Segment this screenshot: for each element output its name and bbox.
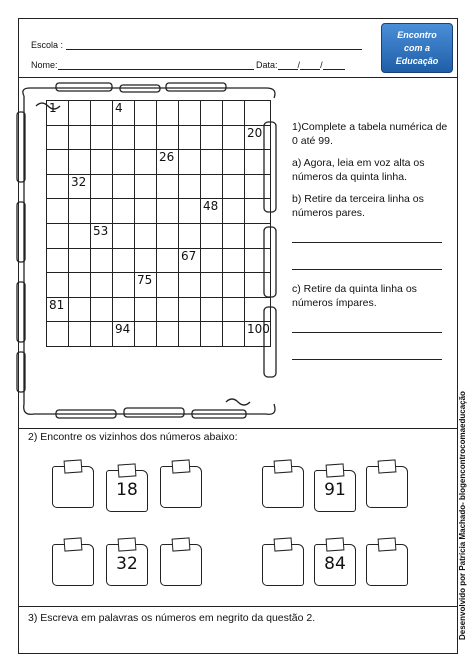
table-cell-empty[interactable] [47,273,69,298]
neighbor-box-empty[interactable] [366,544,408,586]
table-cell-empty[interactable] [91,101,113,126]
number-box [314,544,356,586]
date-separator: / [297,60,301,70]
table-row [47,174,271,199]
question-2-text: 2) Encontre os vizinhos dos números abaixo: [28,431,238,443]
author-credit: Desenvolvido por Patrícia Machado- blogencontrocomaeducação [458,391,467,640]
table-cell-empty[interactable] [113,273,135,298]
table-cell-filled: 32 [69,174,91,199]
table-cell-empty[interactable] [69,322,91,347]
table-cell-empty[interactable] [113,125,135,150]
table-row [47,322,271,347]
table-cell-empty[interactable] [91,248,113,273]
name-row [31,59,345,70]
table-cell-filled: 75 [135,273,157,298]
answer-line[interactable] [292,255,442,270]
table-cell-empty[interactable] [179,199,201,224]
table-cell-empty[interactable] [113,150,135,175]
header [19,19,457,78]
table-cell-empty[interactable] [201,297,223,322]
table-cell-empty[interactable] [223,322,245,347]
table-cell-empty[interactable] [91,273,113,298]
table-cell-empty[interactable] [245,199,271,224]
neighbor-box-empty[interactable] [366,466,408,508]
table-cell-empty[interactable] [201,248,223,273]
answer-line[interactable] [292,228,442,243]
table-cell-empty[interactable] [201,101,223,126]
table-cell-empty[interactable] [113,174,135,199]
table-cell-empty[interactable] [223,125,245,150]
date-label: Data: [256,60,278,70]
table-cell-empty[interactable] [157,101,179,126]
table-cell-empty[interactable] [201,322,223,347]
table-cell-filled: 100 [245,322,271,347]
table-cell-empty[interactable] [245,101,271,126]
table-cell-filled: 26 [157,150,179,175]
table-cell-empty[interactable] [179,297,201,322]
question-1b: b) Retire da terceira linha os números pares. [292,193,424,219]
name-label: Nome: [31,60,58,70]
table-cell-filled: 4 [113,101,135,126]
table-cell-empty[interactable] [47,248,69,273]
table-cell-empty[interactable] [135,223,157,248]
table-cell-empty[interactable] [245,297,271,322]
table-cell-empty[interactable] [245,174,271,199]
table-cell-empty[interactable] [69,125,91,150]
tape-icon [64,537,83,551]
table-cell-empty[interactable] [157,174,179,199]
tape-icon [118,463,137,477]
section-divider [18,428,458,429]
number-84: 84 [324,554,346,574]
table-row [47,297,271,322]
table-cell-empty[interactable] [179,125,201,150]
table-cell-empty[interactable] [113,199,135,224]
table-cell-empty[interactable] [245,150,271,175]
table-cell-empty[interactable] [47,174,69,199]
tape-icon [64,459,83,473]
number-32: 32 [116,554,138,574]
table-cell-empty[interactable] [113,297,135,322]
school-field[interactable] [66,39,362,50]
table-row [47,199,271,224]
answer-line[interactable] [292,345,442,360]
neighbor-box-empty[interactable] [160,544,202,586]
table-cell-empty[interactable] [47,125,69,150]
number-table [46,100,271,347]
table-cell-empty[interactable] [179,150,201,175]
logo-line: Encontro [397,30,437,40]
table-cell-empty[interactable] [157,223,179,248]
table-cell-empty[interactable] [69,297,91,322]
name-field[interactable] [58,59,254,70]
table-cell-empty[interactable] [91,125,113,150]
tape-icon [172,459,191,473]
tape-icon [326,537,345,551]
date-year-field[interactable] [323,59,345,70]
section-divider [18,606,458,607]
table-cell-empty[interactable] [223,101,245,126]
table-row [47,150,271,175]
table-cell-empty[interactable] [201,273,223,298]
table-cell-empty[interactable] [47,150,69,175]
table-cell-empty[interactable] [223,223,245,248]
question-1-intro: 1)Complete a tabela numérica de 0 até 99. [292,121,448,147]
table-cell-empty[interactable] [223,248,245,273]
table-cell-empty[interactable] [201,125,223,150]
logo [381,23,453,73]
table-cell-empty[interactable] [201,174,223,199]
table-cell-empty[interactable] [69,199,91,224]
table-cell-empty[interactable] [157,248,179,273]
tape-icon [172,537,191,551]
table-cell-empty[interactable] [223,174,245,199]
date-separator: / [320,60,323,70]
table-cell-empty[interactable] [135,297,157,322]
table-cell-empty[interactable] [91,174,113,199]
number-91: 91 [324,480,346,500]
table-cell-empty[interactable] [47,223,69,248]
table-cell-empty[interactable] [47,199,69,224]
table-cell-empty[interactable] [223,297,245,322]
question-3-text: 3) Escreva em palavras os números em negrito da questão 2. [28,612,316,624]
table-cell-filled: 53 [91,223,113,248]
number-box [314,470,356,512]
table-cell-filled: 1 [47,101,69,126]
table-cell-filled: 48 [201,199,223,224]
school-label: Escola : [31,40,64,50]
table-cell-empty[interactable] [69,223,91,248]
neighbor-box-empty[interactable] [52,466,94,508]
table-cell-empty[interactable] [69,248,91,273]
question-1 [292,120,454,372]
table-cell-empty[interactable] [157,322,179,347]
table-cell-empty[interactable] [157,199,179,224]
table-row [47,248,271,273]
table-row [47,101,271,126]
tape-icon [274,537,293,551]
school-row [31,39,362,50]
table-cell-empty[interactable] [157,125,179,150]
table-cell-empty[interactable] [245,273,271,298]
table-cell-empty[interactable] [245,223,271,248]
table-cell-empty[interactable] [91,297,113,322]
table-cell-empty[interactable] [91,199,113,224]
table-cell-filled: 81 [47,297,69,322]
table-cell-empty[interactable] [91,322,113,347]
table-cell-empty[interactable] [179,174,201,199]
tape-icon [274,459,293,473]
neighbor-box-empty[interactable] [262,466,304,508]
table-cell-filled: 20 [245,125,271,150]
table-cell-empty[interactable] [135,322,157,347]
table-cell-empty[interactable] [223,199,245,224]
number-box [106,544,148,586]
table-cell-empty[interactable] [135,101,157,126]
question-1a: a) Agora, leia em voz alta os números da quinta linha. [292,157,425,183]
logo-line: Educação [395,56,439,66]
table-cell-empty[interactable] [113,248,135,273]
table-cell-empty[interactable] [179,223,201,248]
neighbor-box-empty[interactable] [262,544,304,586]
table-cell-empty[interactable] [135,248,157,273]
table-cell-empty[interactable] [179,273,201,298]
table-row [47,125,271,150]
table-cell-empty[interactable] [69,150,91,175]
date-month-field[interactable] [297,59,320,70]
table-cell-empty[interactable] [135,150,157,175]
neighbor-box-empty[interactable] [160,466,202,508]
table-cell-empty[interactable] [179,322,201,347]
table-cell-empty[interactable] [113,223,135,248]
table-cell-empty[interactable] [157,273,179,298]
table-cell-empty[interactable] [91,150,113,175]
table-cell-empty[interactable] [47,322,69,347]
table-cell-empty[interactable] [201,223,223,248]
table-cell-filled: 67 [179,248,201,273]
tape-icon [378,537,397,551]
table-cell-empty[interactable] [157,297,179,322]
table-cell-empty[interactable] [69,101,91,126]
tape-icon [326,463,345,477]
answer-line[interactable] [292,318,442,333]
question-1c: c) Retire da quinta linha os números ímpares. [292,283,417,309]
logo-line: com a [403,43,430,53]
table-cell-filled: 94 [113,322,135,347]
table-cell-empty[interactable] [223,150,245,175]
pencil-frame [16,82,282,422]
table-row [47,223,271,248]
number-18: 18 [116,480,138,500]
number-box [106,470,148,512]
table-cell-empty[interactable] [135,199,157,224]
table-cell-empty[interactable] [135,125,157,150]
table-row [47,273,271,298]
table-cell-empty[interactable] [223,273,245,298]
tape-icon [118,537,137,551]
date-day-field[interactable] [278,59,298,70]
tape-icon [378,459,397,473]
table-cell-empty[interactable] [69,273,91,298]
table-cell-empty[interactable] [201,150,223,175]
table-cell-empty[interactable] [135,174,157,199]
table-cell-empty[interactable] [179,101,201,126]
neighbor-box-empty[interactable] [52,544,94,586]
table-cell-empty[interactable] [245,248,271,273]
